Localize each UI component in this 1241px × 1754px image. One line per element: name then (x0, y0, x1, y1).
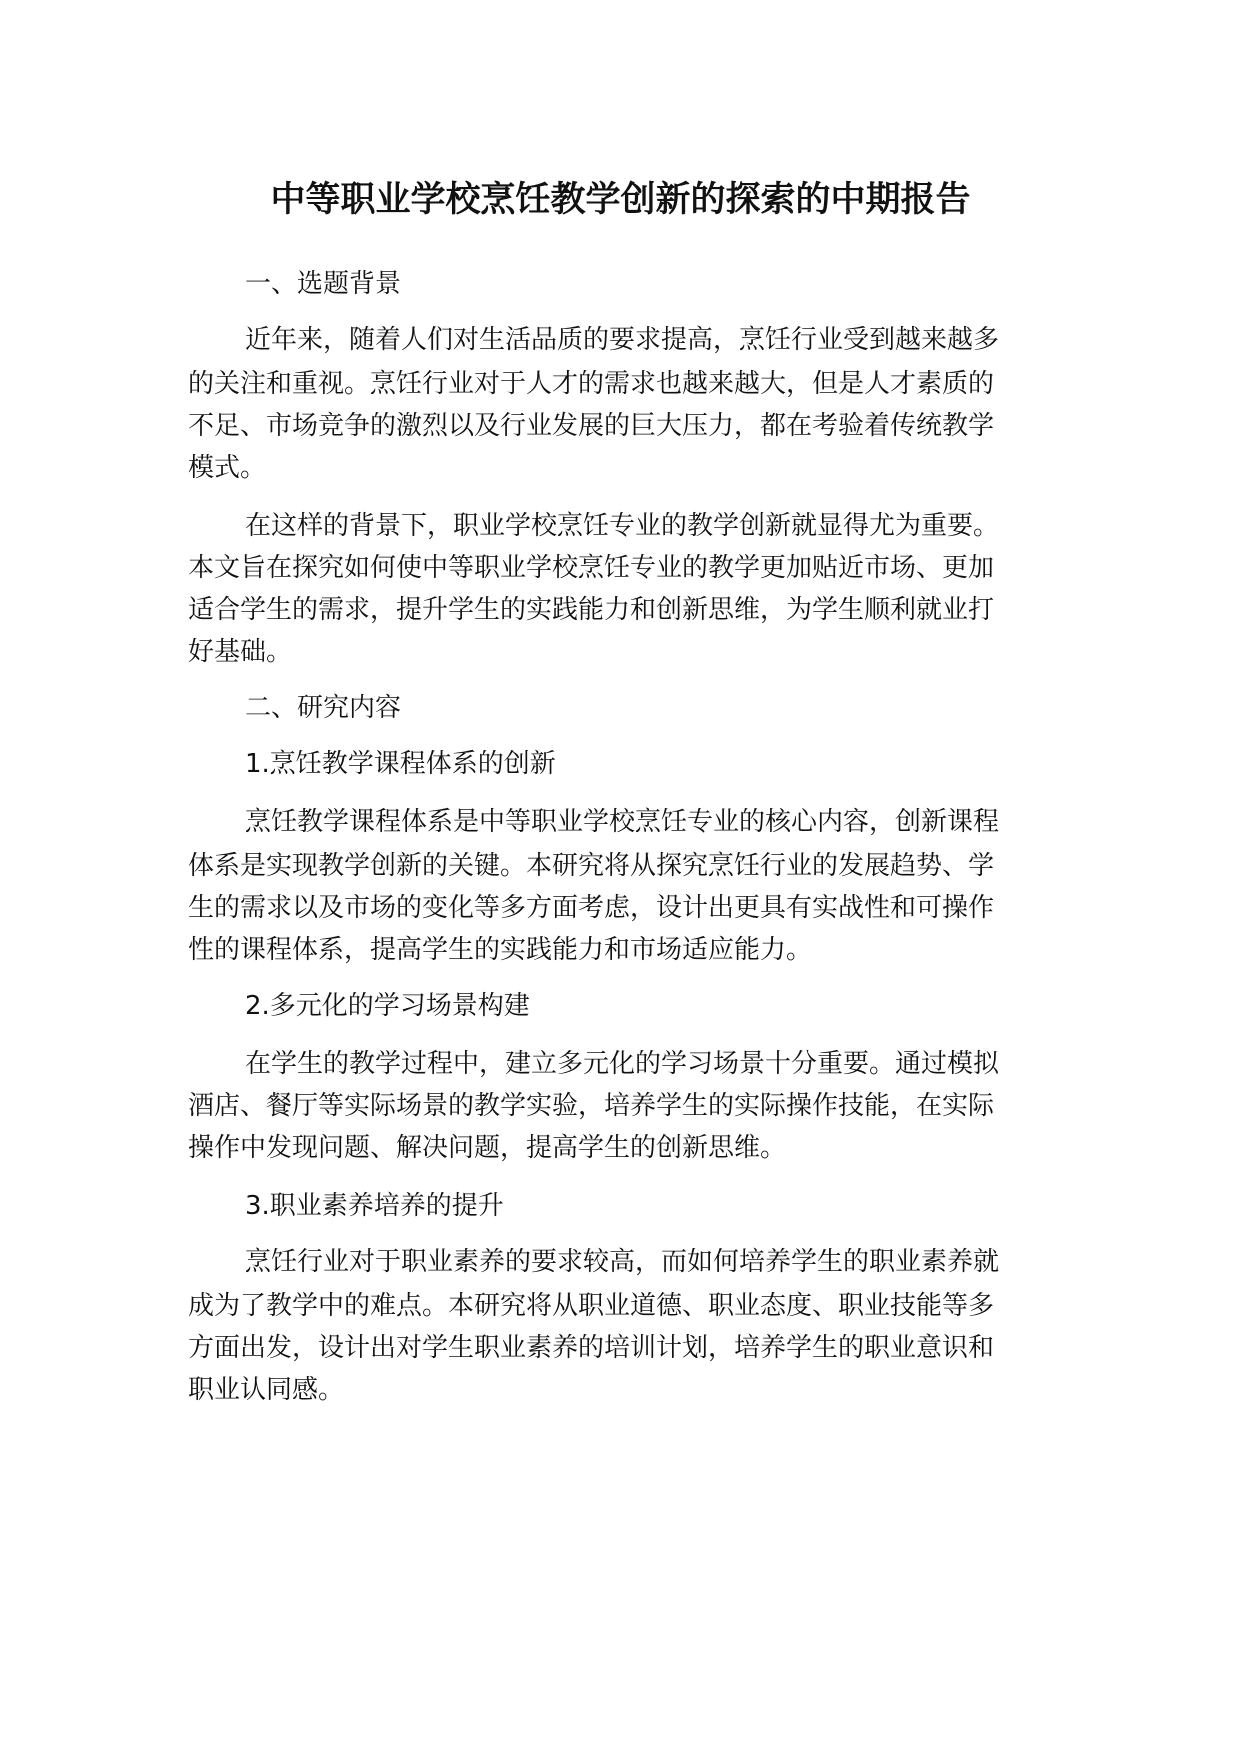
subsection-heading-professionalism: 3.职业素养培养的提升 (245, 1191, 504, 1221)
paragraph-line: 近年来，随着人们对生活品质的要求提高，烹饪行业受到越来越多 (245, 325, 1000, 355)
section-heading-research: 二、研究内容 (245, 693, 402, 723)
paragraph-line: 在学生的教学过程中，建立多元化的学习场景十分重要。通过模拟 (245, 1049, 1000, 1079)
paragraph-line: 体系是实现教学创新的关键。本研究将从探究烹饪行业的发展趋势、学 (188, 851, 995, 881)
paragraph-line: 烹饪教学课程体系是中等职业学校烹饪专业的核心内容，创新课程 (245, 807, 1000, 837)
paragraph-line: 的关注和重视。烹饪行业对于人才的需求也越来越大，但是人才素质的 (188, 369, 995, 399)
paragraph-line: 适合学生的需求，提升学生的实践能力和创新思维，为学生顺利就业打 (188, 595, 995, 625)
paragraph-line: 模式。 (188, 453, 267, 483)
paragraph-line: 不足、市场竞争的激烈以及行业发展的巨大压力，都在考验着传统教学 (188, 411, 995, 441)
paragraph-line: 生的需求以及市场的变化等多方面考虑，设计出更具有实战性和可操作 (188, 893, 995, 923)
paragraph-line: 本文旨在探究如何使中等职业学校烹饪专业的教学更加贴近市场、更加 (188, 553, 995, 583)
paragraph-line: 职业认同感。 (188, 1375, 345, 1405)
subsection-heading-curriculum: 1.烹饪教学课程体系的创新 (245, 749, 556, 779)
subsection-heading-scenes: 2.多元化的学习场景构建 (245, 991, 530, 1021)
paragraph-line: 酒店、餐厅等实际场景的教学实验，培养学生的实际操作技能，在实际 (188, 1091, 995, 1121)
paragraph-line: 烹饪行业对于职业素养的要求较高，而如何培养学生的职业素养就 (245, 1247, 1000, 1277)
document-title: 中等职业学校烹饪教学创新的探索的中期报告 (270, 180, 971, 220)
section-heading-background: 一、选题背景 (245, 269, 402, 299)
paragraph-line: 在这样的背景下，职业学校烹饪专业的教学创新就显得尤为重要。 (245, 511, 1000, 541)
paragraph-line: 性的课程体系，提高学生的实践能力和市场适应能力。 (188, 935, 813, 965)
paragraph-line: 成为了教学中的难点。本研究将从职业道德、职业态度、职业技能等多 (188, 1291, 995, 1321)
paragraph-line: 操作中发现问题、解决问题，提高学生的创新思维。 (188, 1133, 787, 1163)
paragraph-line: 方面出发，设计出对学生职业素养的培训计划，培养学生的职业意识和 (188, 1333, 995, 1363)
paragraph-line: 好基础。 (188, 637, 293, 667)
